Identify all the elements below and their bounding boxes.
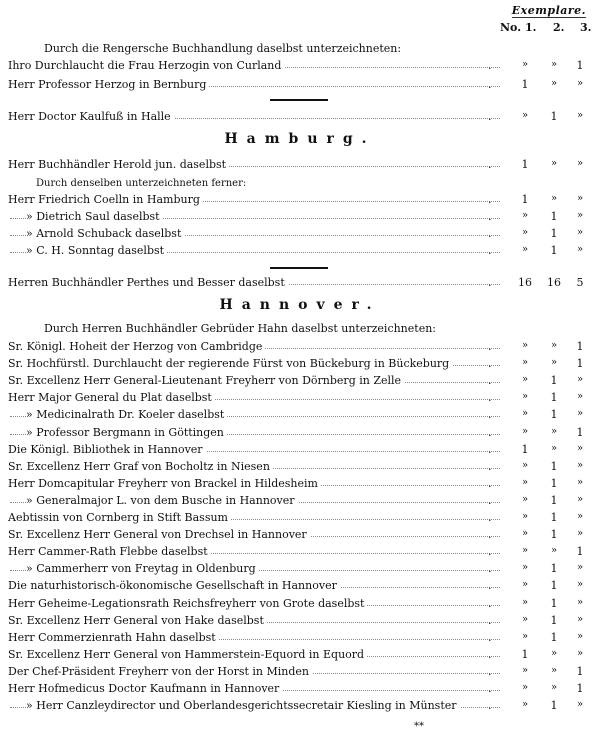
copies-c3: » xyxy=(576,408,584,420)
leader-dot: . xyxy=(488,276,492,289)
list-item xyxy=(0,244,600,260)
copies-c1: » xyxy=(521,511,529,522)
leader-dot: . xyxy=(488,682,492,695)
copies-c3: » xyxy=(576,110,584,121)
copies-c2: 1 xyxy=(550,699,558,713)
copies-c2: » xyxy=(550,682,558,693)
leader-dot: . xyxy=(488,391,492,405)
copies-c3: 5 xyxy=(576,276,584,289)
subscriber-name: Herr Friedrich Coelln in Hamburg xyxy=(8,193,203,206)
list-item xyxy=(0,276,600,292)
subscriber-name: » Dietrich Saul daselbst xyxy=(26,210,163,223)
copies-c1: 1 xyxy=(521,158,529,171)
subscriber-name: Sr. Excellenz Herr General-Lieutenant Freyherr von Dörnberg in Zelle xyxy=(8,374,404,387)
list-item xyxy=(0,494,600,510)
copies-c2: 1 xyxy=(550,528,558,542)
copies-c1: » xyxy=(521,682,529,693)
subscriber-name: Herr Doctor Kaulfuß in Halle xyxy=(8,110,174,123)
list-item xyxy=(0,78,600,94)
subscriber-name: Herr Professor Herzog in Bernburg xyxy=(8,78,209,91)
copies-c2: 1 xyxy=(550,511,558,524)
list-item xyxy=(0,460,600,476)
leader-dot: . xyxy=(488,244,492,257)
divider-rule xyxy=(270,267,328,269)
copies-c3: » xyxy=(576,210,584,221)
copies-c1: » xyxy=(521,528,529,540)
copies-c1: 1 xyxy=(521,193,529,206)
list-item xyxy=(0,579,600,595)
copies-c2: 1 xyxy=(550,476,558,490)
list-item xyxy=(0,528,600,544)
leader-dot: . xyxy=(488,562,492,576)
copies-c3: 1 xyxy=(576,664,584,678)
copies-c1: 1 xyxy=(521,78,529,91)
leader-dot: . xyxy=(488,664,492,678)
list-item xyxy=(0,631,600,647)
hannover-intro: Durch Herren Buchhändler Gebrüder Hahn daselbst unterzeichneten: xyxy=(44,322,436,335)
subscriber-name: Aebtissin von Cornberg in Stift Bassum xyxy=(8,511,231,524)
list-item xyxy=(0,648,600,664)
subscriber-name: » Generalmajor L. von dem Busche in Hannover xyxy=(26,494,298,507)
copies-c2: » xyxy=(550,78,558,89)
copies-c1: 16 xyxy=(518,276,532,289)
copies-c1: » xyxy=(521,340,529,351)
leader-dot: . xyxy=(488,158,492,171)
copies-c1: » xyxy=(521,613,529,625)
leader-dot: . xyxy=(488,459,492,473)
subscriber-name: Herr Cammer-Rath Flebbe daselbst xyxy=(8,545,211,558)
copies-c3: 1 xyxy=(576,59,584,72)
copies-c1: » xyxy=(521,579,529,591)
leader-dot: . xyxy=(488,493,492,507)
list-item xyxy=(0,562,600,578)
leader-dot: . xyxy=(488,442,492,456)
list-item xyxy=(0,511,600,527)
copies-c1: » xyxy=(521,459,529,471)
subscriber-name: Sr. Excellenz Herr Graf von Bocholtz in Niesen xyxy=(8,460,273,473)
subscriber-name: Die naturhistorisch-ökonomische Gesellschaft in Hannover xyxy=(8,579,340,592)
copies-c2: » xyxy=(550,664,558,676)
copies-c1: » xyxy=(521,545,529,557)
copies-c1: » xyxy=(521,374,529,386)
list-item xyxy=(0,614,600,630)
list-item xyxy=(0,443,600,459)
copies-c3: » xyxy=(576,699,584,711)
list-item xyxy=(0,426,600,442)
subscriber-name: Der Chef-Präsident Freyherr von der Horst in Minden xyxy=(8,665,312,678)
copies-c3: » xyxy=(576,227,584,238)
copies-c1: » xyxy=(521,596,529,608)
list-item xyxy=(0,682,600,698)
subscriber-name: Herr Hofmedicus Doctor Kaufmann in Hannover xyxy=(8,682,282,695)
exemplare-heading: Exemplare. xyxy=(511,4,586,17)
list-item xyxy=(0,597,600,613)
copies-c1: » xyxy=(521,630,529,642)
copies-c1: » xyxy=(521,244,529,255)
copies-c3: 1 xyxy=(576,357,584,371)
copies-c1: » xyxy=(521,357,529,369)
leader-dot: . xyxy=(488,476,492,490)
leader-dot: . xyxy=(488,596,492,610)
copies-c1: » xyxy=(521,227,529,238)
subscriber-name: Herr Commerzienrath Hahn daselbst xyxy=(8,631,219,644)
copies-c1: » xyxy=(521,110,529,121)
copies-c3: 1 xyxy=(576,425,584,439)
copies-c2: » xyxy=(550,442,558,454)
copies-c2: 16 xyxy=(547,276,561,289)
copies-c3: » xyxy=(576,647,584,659)
copies-c1: » xyxy=(521,664,529,676)
copies-c3: » xyxy=(576,579,584,591)
list-item xyxy=(0,193,600,209)
copies-c3: » xyxy=(576,459,584,471)
leader-dot: . xyxy=(488,374,492,388)
copies-c3: » xyxy=(576,442,584,454)
divider-rule xyxy=(270,99,328,101)
leader-dot: . xyxy=(488,613,492,627)
copies-c3: » xyxy=(576,193,584,204)
copies-c2: » xyxy=(550,158,558,169)
leader-dot: . xyxy=(488,59,492,72)
copies-c2: » xyxy=(550,647,558,659)
copies-c3: » xyxy=(576,391,584,403)
copies-c2: » xyxy=(550,193,558,204)
copies-c2: 1 xyxy=(550,613,558,627)
subscriber-name: Sr. Königl. Hoheit der Herzog von Cambridge xyxy=(8,340,265,353)
copies-c1: 1 xyxy=(521,442,529,456)
list-item xyxy=(0,391,600,407)
subscriber-name: » Herr Canzleydirector und Oberlandesgerichtssecretair Kiesling in Münster xyxy=(26,699,460,712)
copies-c1: » xyxy=(521,425,529,437)
copies-c3: 1 xyxy=(576,545,584,559)
footer-mark: ** xyxy=(414,721,424,732)
leader-dot: . xyxy=(488,340,492,353)
subscriber-name: Herr Geheime-Legationsrath Reichsfreyherr von Grote daselbst xyxy=(8,597,367,610)
copies-c3: » xyxy=(576,511,584,522)
subscriber-name: » Arnold Schuback daselbst xyxy=(26,227,184,240)
copies-c2: » xyxy=(550,59,558,70)
copies-c3: » xyxy=(576,244,584,255)
leader-dot: . xyxy=(488,425,492,439)
col3-header: 3. xyxy=(580,21,592,34)
copies-c3: » xyxy=(576,596,584,608)
hamburg-heading: Hamburg. xyxy=(224,131,376,147)
list-item xyxy=(0,408,600,424)
leader-dot: . xyxy=(488,699,492,713)
leader-dot: . xyxy=(488,579,492,593)
leader-dot: . xyxy=(488,210,492,223)
subscriber-name: Sr. Excellenz Herr General von Hammerstein-Equord in Equord xyxy=(8,648,367,661)
copies-c2: » xyxy=(550,545,558,557)
list-item xyxy=(0,699,600,715)
list-item xyxy=(0,59,600,75)
copies-c3: 1 xyxy=(576,340,584,353)
subscriber-name: Herr Buchhändler Herold jun. daselbst xyxy=(8,158,229,171)
copies-c3: 1 xyxy=(576,682,584,695)
leader-dot: . xyxy=(488,357,492,371)
copies-c1: » xyxy=(521,493,529,505)
copies-c1: » xyxy=(521,699,529,711)
copies-c2: 1 xyxy=(550,227,558,240)
subscriber-name: Herr Domcapitular Freyherr von Brackel in Hildesheim xyxy=(8,477,321,490)
copies-c3: » xyxy=(576,158,584,169)
subscriber-name: » C. H. Sonntag daselbst xyxy=(26,244,167,257)
leader-dot: . xyxy=(488,227,492,240)
list-item xyxy=(0,374,600,390)
copies-c2: 1 xyxy=(550,562,558,576)
copies-c1: » xyxy=(521,476,529,488)
subscriber-name: Sr. Excellenz Herr General von Hake daselbst xyxy=(8,614,267,627)
copies-c2: » xyxy=(550,357,558,369)
subscriber-name: Herr Major General du Plat daselbst xyxy=(8,391,215,404)
copies-c2: 1 xyxy=(550,596,558,610)
hannover-heading: Hannover. xyxy=(219,297,381,313)
list-item xyxy=(0,357,600,373)
list-item xyxy=(0,545,600,561)
no-label: No. xyxy=(500,21,522,34)
copies-c2: 1 xyxy=(550,110,558,123)
list-item xyxy=(0,340,600,356)
copies-c3: » xyxy=(576,613,584,625)
leader-dot: . xyxy=(488,193,492,206)
subscriber-name: Sr. Excellenz Herr General von Drechsel in Hannover xyxy=(8,528,310,541)
leader-dot: . xyxy=(488,528,492,542)
list-item xyxy=(0,477,600,493)
leader-dot: . xyxy=(488,545,492,559)
leader-dot: . xyxy=(488,630,492,644)
subscriber-name: Herren Buchhändler Perthes und Besser daselbst xyxy=(8,276,288,289)
list-item xyxy=(0,665,600,681)
copies-c1: 1 xyxy=(521,647,529,661)
copies-c1: » xyxy=(521,210,529,221)
copies-c1: » xyxy=(521,391,529,403)
list-item xyxy=(0,158,600,174)
hamburg-sub-intro: Durch denselben unterzeichneten ferner: xyxy=(36,178,247,189)
copies-c1: » xyxy=(521,408,529,420)
copies-c2: 1 xyxy=(550,579,558,593)
subscriber-name: » Cammerherr von Freytag in Oldenburg xyxy=(26,562,259,575)
copies-c2: » xyxy=(550,425,558,437)
copies-c2: » xyxy=(550,340,558,351)
copies-c2: 1 xyxy=(550,408,558,422)
copies-c1: » xyxy=(521,562,529,574)
leader-dot: . xyxy=(488,511,492,524)
subscriber-name: Ihro Durchlaucht die Frau Herzogin von Curland xyxy=(8,59,284,72)
subscriber-name: Die Königl. Bibliothek in Hannover xyxy=(8,443,206,456)
copies-c3: » xyxy=(576,528,584,540)
list-item xyxy=(0,210,600,226)
copies-c2: 1 xyxy=(550,391,558,405)
leader-dot: . xyxy=(488,408,492,422)
list-item xyxy=(0,110,600,126)
copies-c2: 1 xyxy=(550,210,558,223)
subscriber-name: Sr. Hochfürstl. Durchlaucht der regierende Fürst von Bückeburg in Bückeburg xyxy=(8,357,452,370)
copies-c3: » xyxy=(576,562,584,574)
copies-c3: » xyxy=(576,630,584,642)
copies-c1: » xyxy=(521,59,529,70)
subscriber-name: » Professor Bergmann in Göttingen xyxy=(26,426,227,439)
leader-dot: . xyxy=(488,110,492,123)
copies-c2: 1 xyxy=(550,630,558,644)
copies-c2: 1 xyxy=(550,374,558,388)
copies-c3: » xyxy=(576,476,584,488)
leader-dot: . xyxy=(488,647,492,661)
copies-c3: » xyxy=(576,374,584,386)
copies-c2: 1 xyxy=(550,459,558,473)
copies-c2: 1 xyxy=(550,493,558,507)
subscriber-name: » Medicinalrath Dr. Koeler daselbst xyxy=(26,408,227,421)
rengersche-intro: Durch die Rengersche Buchhandlung daselbst unterzeichneten: xyxy=(44,42,402,55)
col1-header: 1. xyxy=(525,21,537,34)
copies-c3: » xyxy=(576,493,584,505)
list-item xyxy=(0,227,600,243)
copies-c2: 1 xyxy=(550,244,558,257)
col2-header: 2. xyxy=(553,21,565,34)
leader-dot: . xyxy=(488,78,492,91)
copies-c3: » xyxy=(576,78,584,89)
